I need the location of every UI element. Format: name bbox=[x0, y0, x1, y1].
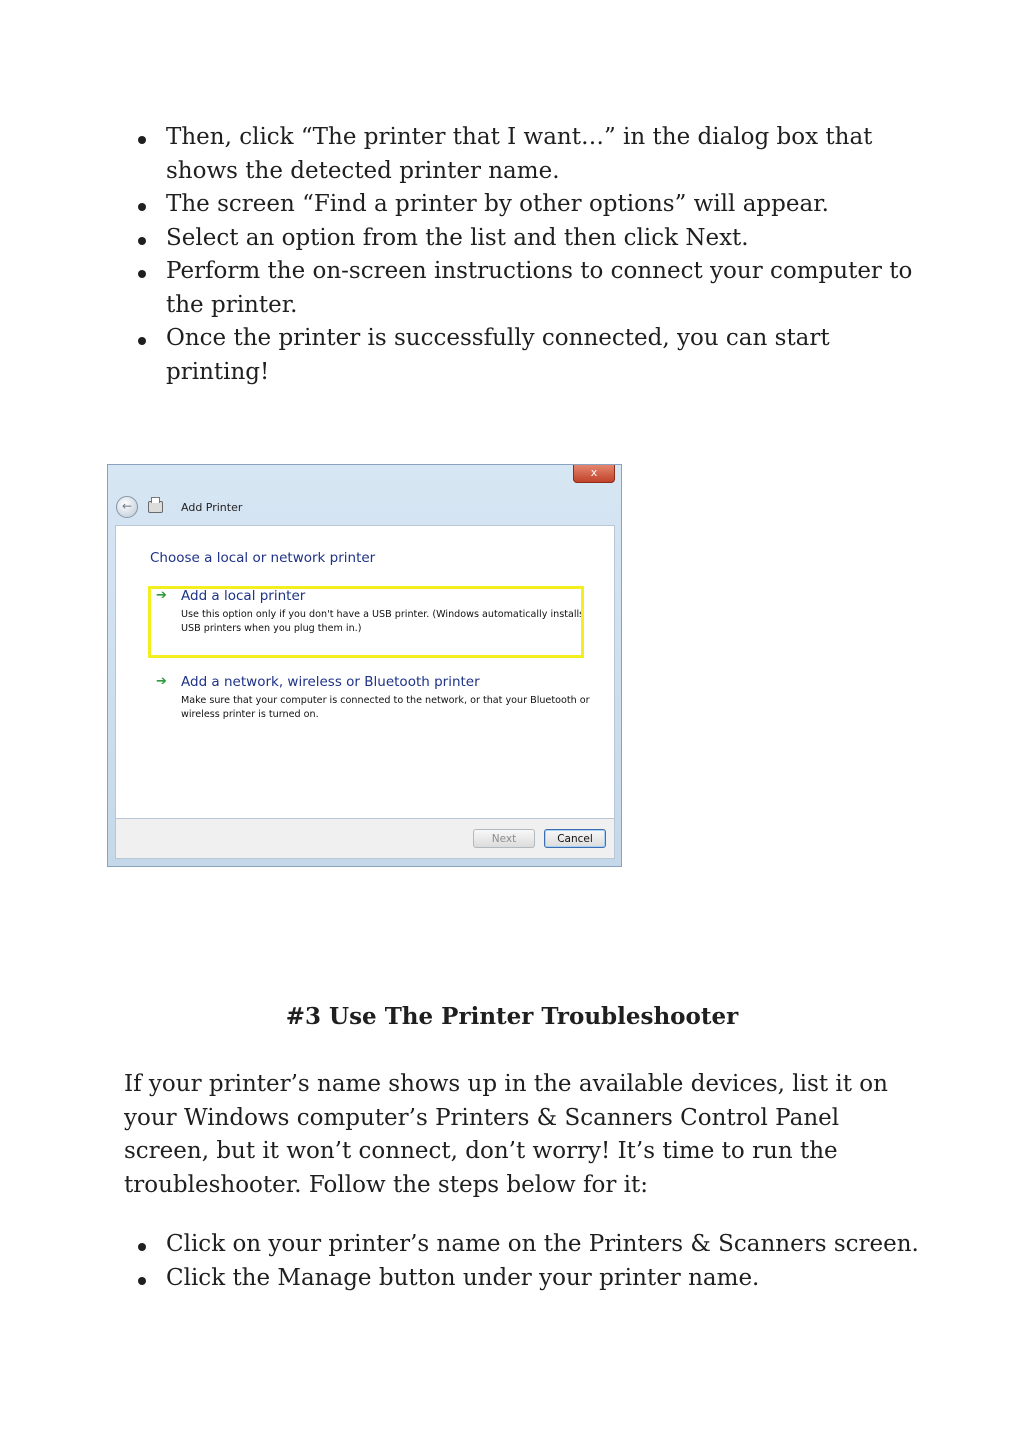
instruction-list-bottom bbox=[136, 1228, 936, 1295]
bullet-icon bbox=[138, 136, 146, 144]
dialog-content bbox=[115, 525, 615, 819]
list-item-text: Click on your printer’s name on the Printers & Scanners screen. bbox=[166, 1231, 919, 1257]
list-item bbox=[136, 1228, 936, 1262]
list-item-text: Then, click “The printer that I want…” in the dialog box that shows the detected printer name. bbox=[166, 124, 873, 184]
list-item bbox=[136, 255, 936, 322]
list-item bbox=[136, 121, 936, 188]
list-item bbox=[136, 1262, 936, 1296]
dialog-instruction: Choose a local or network printer bbox=[150, 550, 376, 566]
instruction-list-top bbox=[136, 121, 936, 389]
cancel-button: Cancel bbox=[544, 829, 606, 848]
bullet-icon bbox=[138, 203, 146, 211]
bullet-icon bbox=[138, 1277, 146, 1285]
option-description: Make sure that your computer is connected to the network, or that your Bluetooth or wireless printer is turned on. bbox=[181, 695, 590, 720]
list-item-text: Perform the on-screen instructions to connect your computer to the printer. bbox=[166, 258, 913, 318]
bullet-icon bbox=[138, 1243, 146, 1251]
green-arrow-icon: ➔ bbox=[156, 588, 167, 603]
green-arrow-icon: ➔ bbox=[156, 674, 167, 689]
option-title: Add a network, wireless or Bluetooth printer bbox=[181, 674, 480, 690]
list-item bbox=[136, 322, 936, 389]
dialog-footer bbox=[115, 819, 615, 859]
back-arrow-icon: ← bbox=[116, 496, 138, 518]
close-icon: x bbox=[573, 465, 615, 483]
dialog-title: Add Printer bbox=[181, 501, 243, 514]
list-item-text: Click the Manage button under your printer name. bbox=[166, 1264, 760, 1291]
bullet-icon bbox=[138, 237, 146, 245]
add-printer-dialog-screenshot bbox=[107, 464, 622, 867]
option-title: Add a local printer bbox=[181, 588, 306, 604]
list-item-text: Select an option from the list and then click Next. bbox=[166, 224, 749, 251]
list-item-text: Once the printer is successfully connected, you can start printing! bbox=[166, 325, 830, 385]
next-button: Next bbox=[473, 829, 535, 848]
list-item bbox=[136, 188, 936, 222]
section-heading: #3 Use The Printer Troubleshooter bbox=[285, 1003, 739, 1030]
bullet-icon bbox=[138, 337, 146, 345]
option-description: Use this option only if you don't have a USB printer. (Windows automatically installs USB printers when you plug them in.) bbox=[181, 609, 585, 634]
list-item bbox=[136, 222, 936, 256]
printer-icon bbox=[148, 501, 163, 513]
list-item-text: The screen “Find a printer by other options” will appear. bbox=[166, 191, 829, 217]
section-paragraph: If your printer’s name shows up in the available devices, list it on your Windows computer’s Printers & Scanners Control Panel screen, but it won’t connect, don’t worry! It’s time to run the troubleshooter. Follow the steps below for it: bbox=[124, 1071, 888, 1198]
bullet-icon bbox=[138, 270, 146, 278]
blurred-background-text bbox=[156, 473, 159, 484]
